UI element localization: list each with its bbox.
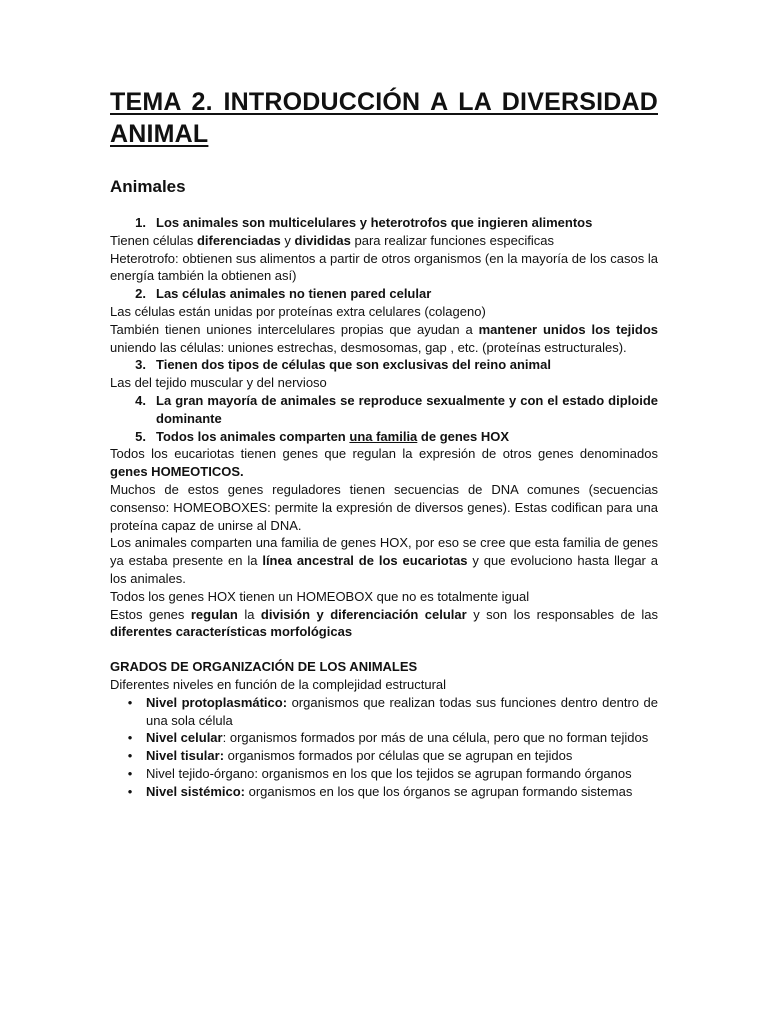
numbered-heading-1 (110, 214, 658, 232)
item-heading (156, 428, 658, 446)
paragraph: Muchos de estos genes reguladores tienen secuencias de DNA comunes (secuencias consenso: HOMEOBOXES: permite la expresión de diversos genes). Estas codifican para una proteína capaz de unirse al DNA. (110, 481, 658, 533)
bold-text: Nivel celular (146, 730, 223, 746)
bullet-text (146, 783, 658, 801)
bullet-icon: • (127, 748, 133, 764)
bold-text: diferenciadas (196, 232, 281, 248)
paragraph (110, 445, 658, 481)
bullet-icon: • (127, 730, 133, 746)
bullet-item (110, 765, 658, 783)
bullet-text (146, 729, 658, 747)
text: de genes HOX (417, 428, 510, 444)
bullet-item (110, 783, 658, 801)
paragraph: Diferentes niveles en función de la complejidad estructural (110, 676, 447, 692)
paragraph: Las del tejido muscular y del nervioso (110, 375, 327, 391)
bold-text: genes HOMEOTICOS. (110, 464, 244, 480)
page-title (110, 86, 658, 150)
text: uniendo las células: uniones estrechas, desmosomas, gap , etc. (proteínas estructurales). (110, 339, 627, 355)
numbered-heading-3 (110, 356, 658, 374)
bullet-item (110, 747, 658, 765)
text: Todos los eucariotas tienen genes que regulan la expresión de otros genes denominados (110, 446, 658, 462)
text: y (280, 232, 295, 248)
item-number: 1. (135, 215, 146, 230)
bold-text: mantener unidos los tejidos (478, 321, 659, 337)
bullet-item (110, 729, 658, 747)
paragraph (110, 534, 658, 587)
text: organismos formados por células que se agrupan en tejidos (224, 748, 573, 764)
underlined-text: una familia (349, 428, 418, 444)
bullet-text (146, 694, 658, 730)
title-line-2: ANIMAL (110, 120, 209, 148)
text: para realizar funciones especificas (350, 232, 554, 248)
text: : organismos formados por más de una célula, pero que no forman tejidos (222, 730, 649, 746)
item-heading: Tienen dos tipos de células que son exclusivas del reino animal (156, 357, 551, 373)
subsection-heading: GRADOS DE ORGANIZACIÓN DE LOS ANIMALES (110, 659, 418, 675)
paragraph: Todos los genes HOX tienen un HOMEOBOX que no es totalmente igual (110, 588, 530, 604)
bold-text: línea ancestral de los eucariotas (262, 553, 468, 569)
text: Los animales comparten una familia de genes HOX, por eso se cree que esta familia de genes ya estaba presente en la (110, 535, 658, 569)
item-heading: Las células animales no tienen pared celular (156, 286, 432, 302)
text: También tienen uniones intercelulares propias que ayudan a (110, 321, 479, 337)
text: organismos en los que los órganos se agrupan formando sistemas (245, 783, 633, 799)
numbered-heading-4 (110, 392, 658, 428)
title-line-1: TEMA 2. INTRODUCCIÓN A LA DIVERSIDAD (110, 88, 658, 116)
bold-text: divididas (294, 232, 351, 248)
item-number: 5. (135, 428, 146, 444)
item-number: 3. (135, 357, 146, 373)
item-number: 2. (135, 286, 146, 302)
paragraph: Las células están unidas por proteínas extra celulares (colageno) (110, 303, 486, 319)
paragraph (110, 321, 658, 357)
text: Tienen células (110, 232, 197, 248)
document-page (110, 86, 658, 801)
numbered-heading-5 (110, 428, 658, 446)
bold-text: Nivel tisular: (146, 748, 225, 764)
text: y que evoluciono hasta llegar a los animales. (110, 553, 658, 586)
document-body (110, 214, 658, 801)
numbered-heading-2 (110, 285, 658, 303)
text: organismos que realizan todas sus funciones dentro dentro de una sola célula (146, 694, 658, 728)
paragraph (110, 606, 658, 642)
bold-text: Nivel sistémico: (146, 783, 245, 799)
bullet-item (110, 694, 658, 730)
text: Estos genes (110, 606, 191, 622)
paragraph (110, 232, 658, 250)
text: y son los responsables de las (466, 606, 659, 622)
bullet-icon: • (127, 783, 133, 799)
text: la (237, 606, 261, 622)
bullet-icon: • (127, 694, 133, 710)
section-heading: Animales (110, 177, 186, 196)
bold-text: Nivel protoplasmático: (146, 694, 288, 710)
bold-text: diferentes características morfológicas (110, 624, 353, 640)
item-number: 4. (135, 392, 146, 408)
bullet-text (146, 747, 658, 765)
bold-text: división y diferenciación celular (260, 606, 467, 622)
item-heading: La gran mayoría de animales se reproduce sexualmente y con el estado diploide dominante (156, 392, 658, 426)
bullet-text: Nivel tejido-órgano: organismos en los que los tejidos se agrupan formando órganos (146, 765, 632, 781)
bold-text: regulan (190, 606, 238, 622)
item-heading: Los animales son multicelulares y heterotrofos que ingieren alimentos (156, 215, 593, 230)
text: Todos los animales comparten (156, 428, 350, 444)
bullet-icon: • (127, 765, 133, 781)
paragraph: Heterotrofo: obtienen sus alimentos a partir de otros organismos (en la mayoría de los casos la energía también la obtienen así) (110, 250, 658, 284)
